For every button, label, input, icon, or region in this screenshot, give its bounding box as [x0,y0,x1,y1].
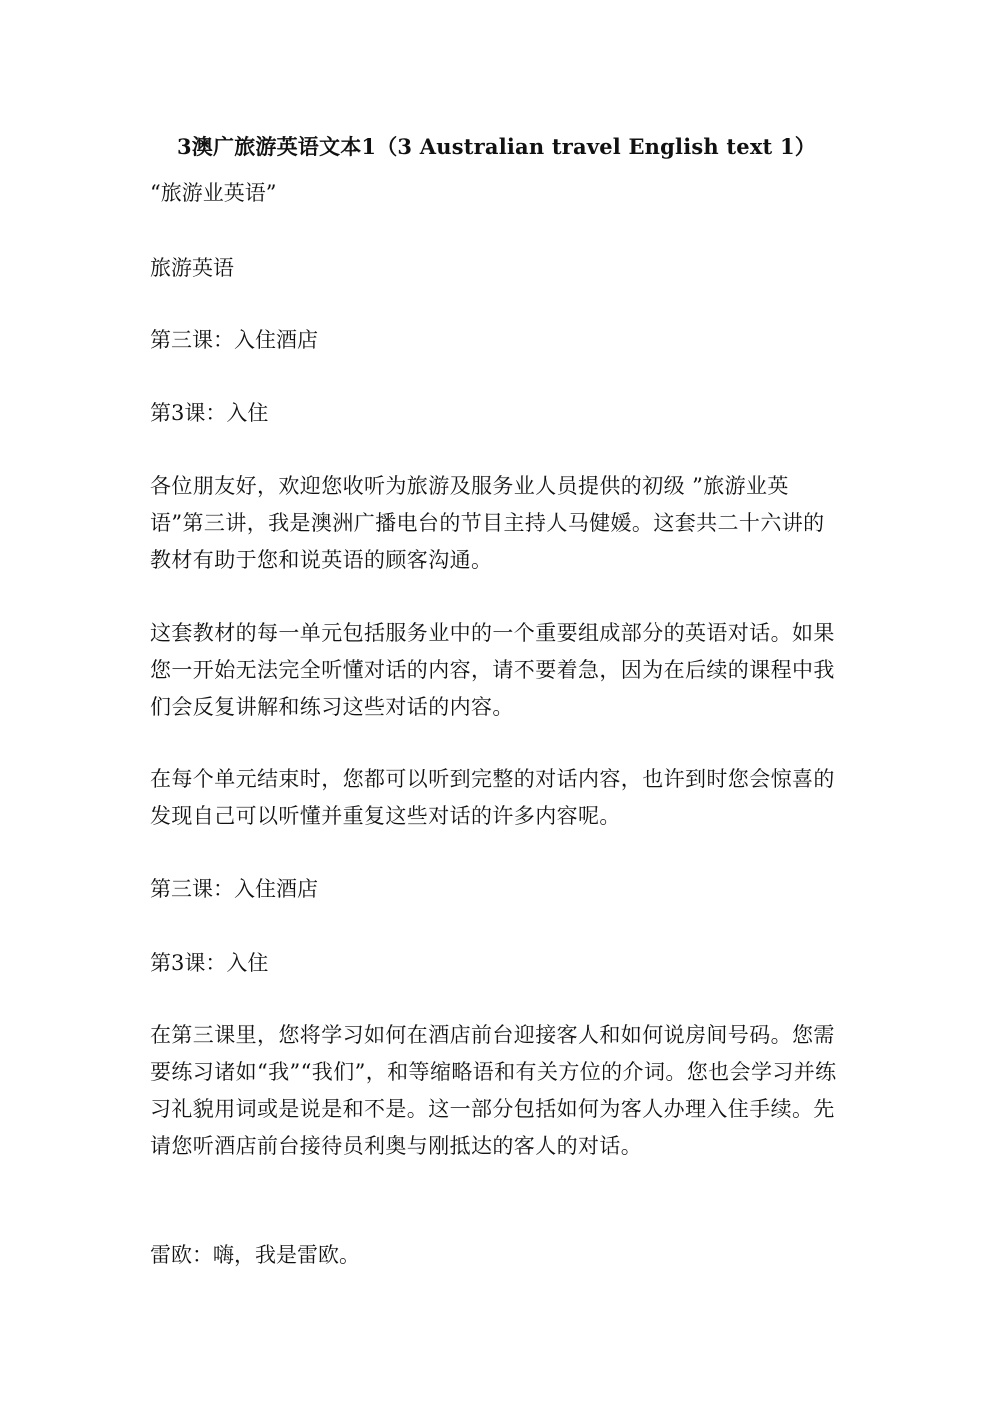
document-title: 3澳广旅游英语文本1（3 Australian travel English text 1） [177,134,816,159]
body-paragraph: 这套教材的每一单元包括服务业中的一个重要组成部分的英语对话。如果您一开始无法完全听懂对话的内容，请不要着急，因为在后续的课程中我们会反复讲解和练习这些对话的内容。 [150,621,835,719]
dialogue-line: 雷欧：嗨，我是雷欧。 [150,1243,360,1267]
lesson-heading: 第三课：入住酒店 [150,877,318,901]
intro-paragraph: 各位朋友好，欢迎您收听为旅游及服务业人员提供的初级 ”旅游业英语”第三讲，我是澳洲广播电台的节目主持人马健媛。这套共二十六讲的教材有助于您和说英语的顾客沟通。 [150,474,825,572]
lesson-heading: 第三课：入住酒店 [150,328,318,352]
body-paragraph: 在第三课里，您将学习如何在酒店前台迎接客人和如何说房间号码。您需要练习诸如“我”“我们”，和等缩略语和有关方位的介词。您也会学习并练习礼貌用词或是说是和不是。这一部分包括如何为客人办理入住手续。先请您听酒店前台接待员利奥与刚抵达的客人的对话。 [150,1023,837,1158]
section-heading: 旅游英语 [150,256,234,280]
document-subtitle: “旅游业英语” [150,181,277,205]
body-paragraph: 在每个单元结束时，您都可以听到完整的对话内容，也许到时您会惊喜的发现自己可以听懂并重复这些对话的许多内容呢。 [150,767,835,828]
lesson-heading: 第3课：入住 [150,401,269,425]
lesson-heading: 第3课：入住 [150,951,269,975]
